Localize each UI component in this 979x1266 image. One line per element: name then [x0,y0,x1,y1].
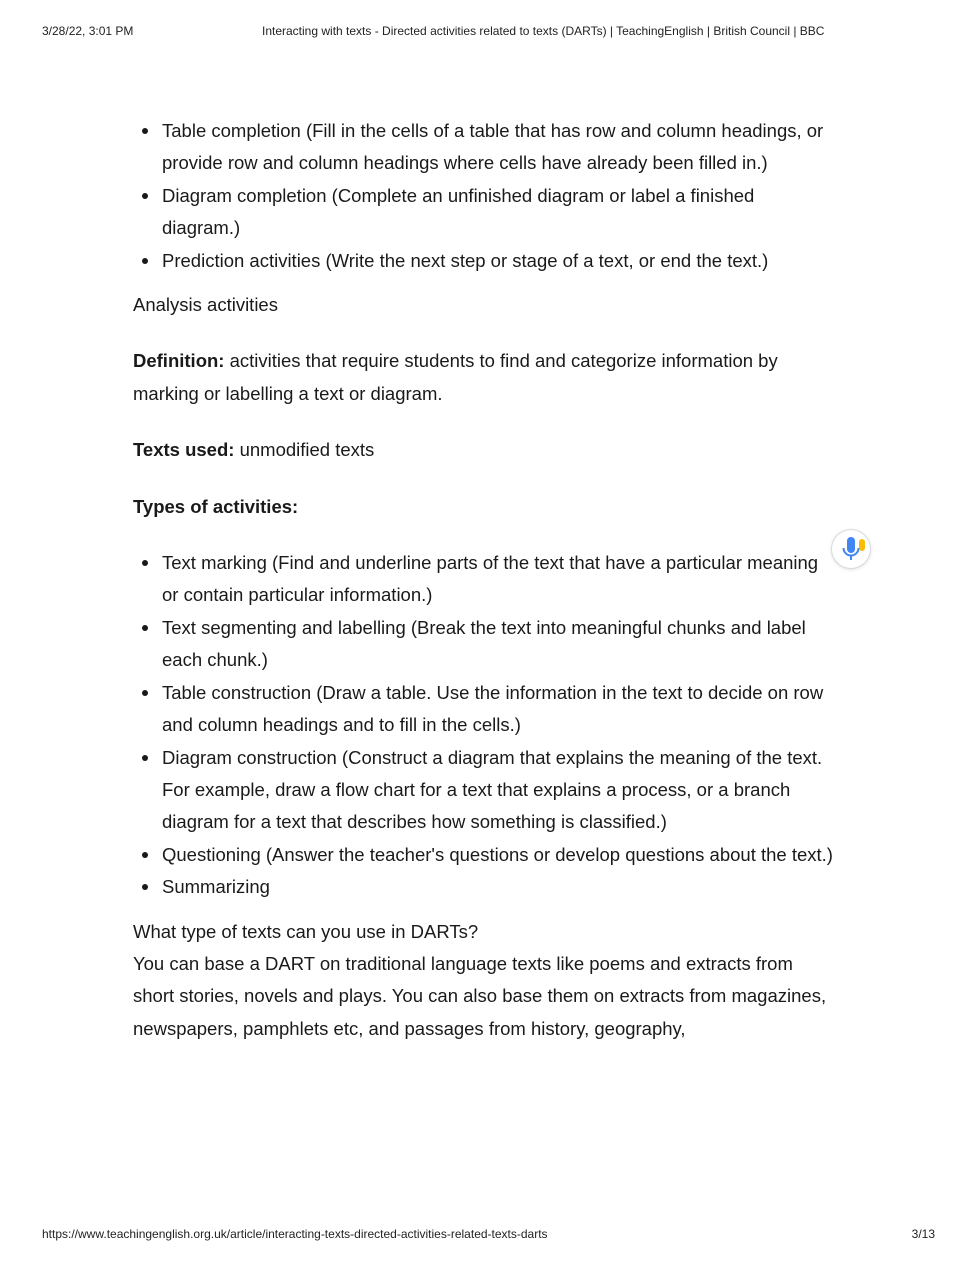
definition-paragraph [133,345,833,410]
texts-used-text: unmodified texts [234,439,375,461]
section-heading-analysis: Analysis activities [133,294,278,316]
print-url: https://www.teachingenglish.org.uk/article/interacting-texts-directed-activities-related-texts-darts [42,1227,548,1241]
definition-text: activities that require students to find and categorize information by marking or labelling a text or diagram. [133,350,778,404]
types-label: Types of activities: [133,495,299,517]
list-item: Diagram completion (Complete an unfinished diagram or label a finished diagram.) [162,180,833,245]
list-item: Text segmenting and labelling (Break the text into meaningful chunks and label each chunk.) [162,612,833,677]
types-paragraph [133,491,833,523]
list-item: Questioning (Answer the teacher's questions or develop questions about the text.) [162,839,833,871]
list-item: Diagram construction (Construct a diagram that explains the meaning of the text. For example, draw a flow chart for a text that explains a process, or a branch diagram for a text that describes how something is classified.) [162,742,833,839]
reconstruction-activities-list [133,115,833,277]
print-header [0,24,979,40]
print-datetime: 3/28/22, 3:01 PM [42,24,134,38]
list-item: Summarizing [162,871,833,903]
list-item: Table completion (Fill in the cells of a table that has row and column headings, or provide row and column headings where cells have already been filled in.) [162,115,833,180]
list-item: Text marking (Find and underline parts of the text that have a particular meaning or contain particular information.) [162,547,833,612]
dart-texts-answer: You can base a DART on traditional language texts like poems and extracts from short stories, novels and plays. You can also base them on extracts from magazines, newspapers, pamphlets etc, and passages from history, geography, [133,952,827,1039]
print-page-title: Interacting with texts - Directed activities related to texts (DARTs) | TeachingEnglish | British Council | BBC [262,24,825,38]
analysis-activities-list [133,547,833,903]
definition-label: Definition: [133,350,225,372]
print-footer [0,1227,979,1243]
texts-used-paragraph [133,434,833,466]
voice-search-button[interactable] [832,530,870,568]
dart-texts-question: What type of texts can you use in DARTs? [133,920,479,942]
list-item: Table construction (Draw a table. Use the information in the text to decide on row and column headings and to fill in the cells.) [162,677,833,742]
article-content [133,115,833,1045]
texts-used-label: Texts used: [133,439,235,461]
list-item: Prediction activities (Write the next step or stage of a text, or end the text.) [162,245,833,277]
page-number: 3/13 [911,1227,935,1241]
microphone-icon [832,530,870,568]
